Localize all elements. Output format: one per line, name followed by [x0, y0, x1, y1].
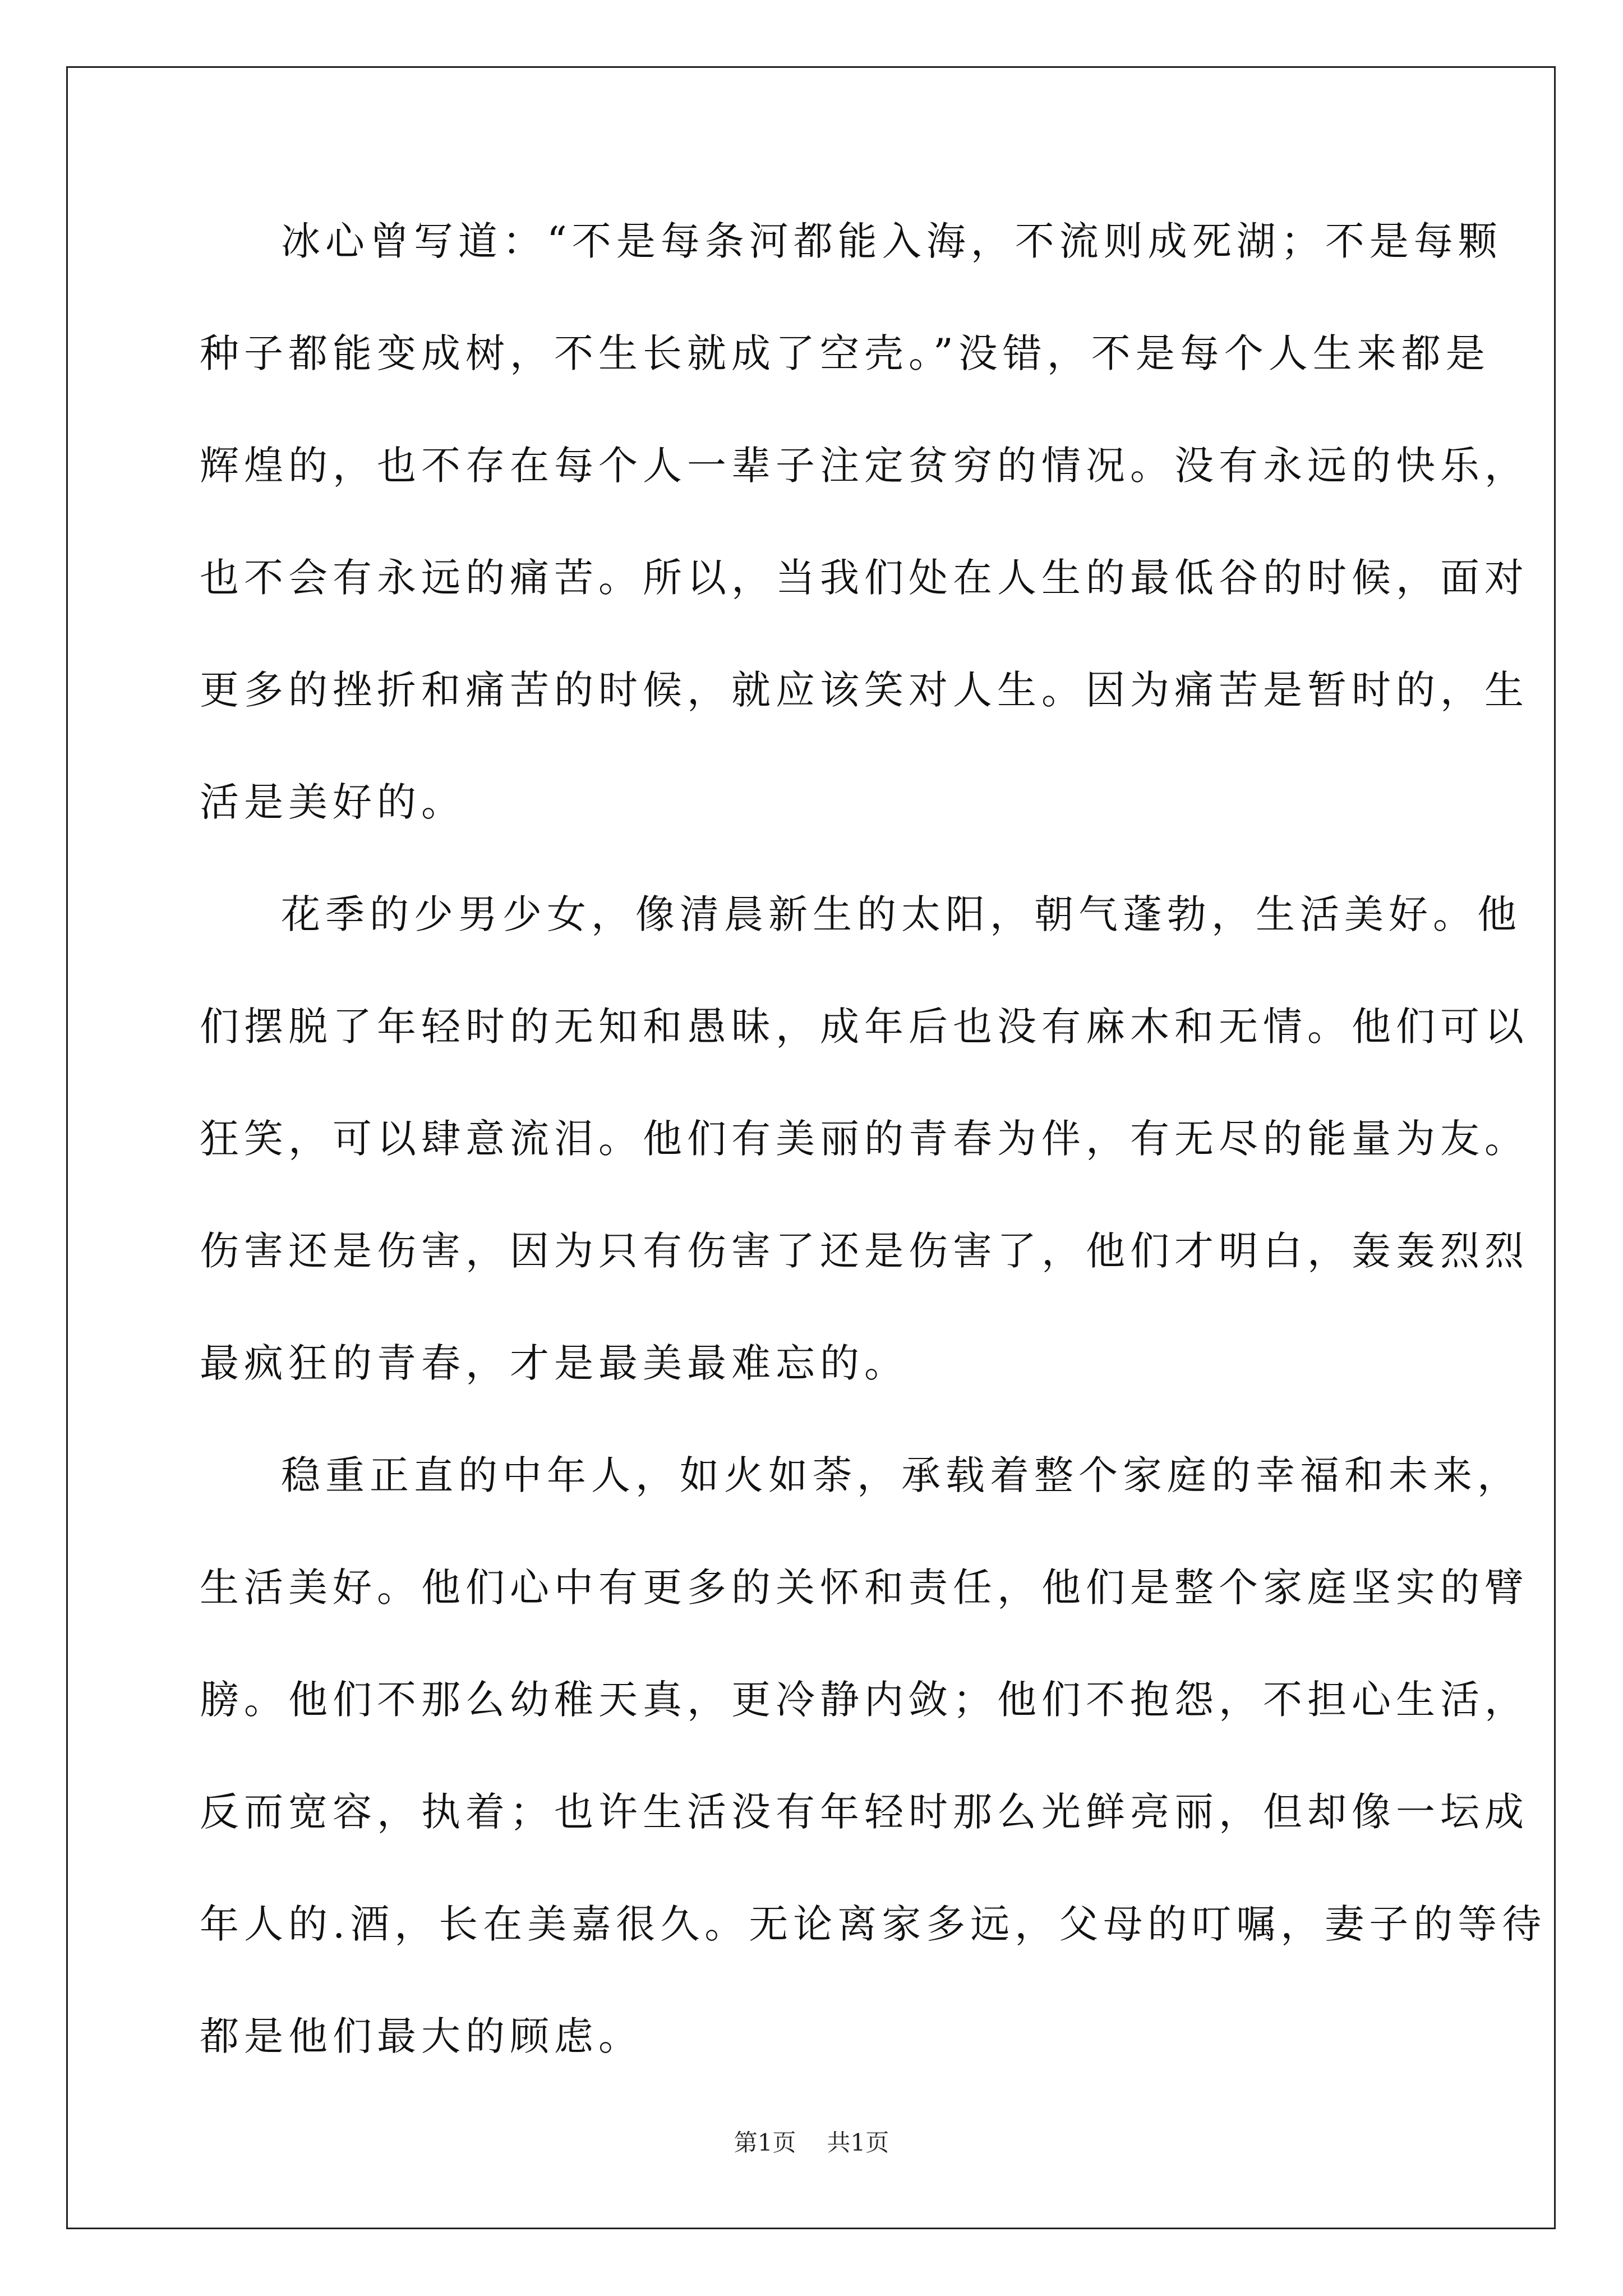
page-number: 第1页: [734, 2129, 796, 2156]
text-line: 冰心曾写道：“不是每条河都能入海，不流则成死湖；不是每颗: [281, 218, 1502, 264]
text-line: 最疯狂的青春，才是最美最难忘的。: [200, 1340, 909, 1386]
text-line: 也不会有永远的痛苦。所以，当我们处在人生的最低谷的时候，面对: [200, 555, 1529, 601]
text-line: 花季的少男少女，像清晨新生的太阳，朝气蓬勃，生活美好。他: [281, 891, 1521, 937]
page-total: 共1页: [827, 2129, 889, 2156]
text-line: 年人的.酒，长在美嘉很久。无论离家多远，父母的叮嘱，妻子的等待: [200, 1901, 1547, 1947]
text-line: 更多的挫折和痛苦的时候，就应该笑对人生。因为痛苦是暂时的，生: [200, 667, 1529, 713]
text-line: 种子都能变成树，不生长就成了空壳。”没错，不是每个人生来都是: [200, 330, 1490, 376]
text-line: 反而宽容，执着；也许生活没有年轻时那么光鲜亮丽，但却像一坛成: [200, 1789, 1529, 1835]
text-line: 狂笑，可以肆意流泪。他们有美丽的青春为伴，有无尽的能量为友。: [200, 1116, 1529, 1162]
text-line: 伤害还是伤害，因为只有伤害了还是伤害了，他们才明白，轰轰烈烈: [200, 1228, 1529, 1274]
paragraph: [200, 202, 1529, 875]
text-line: 辉煌的，也不存在每个人一辈子注定贫穷的情况。没有永远的快乐，: [200, 443, 1529, 489]
text-line: 生活美好。他们心中有更多的关怀和责任，他们是整个家庭坚实的臂: [200, 1565, 1529, 1611]
text-line: 都是他们最大的顾虑。: [200, 2013, 643, 2059]
text-line: 活是美好的。: [200, 779, 465, 825]
paragraph: [200, 875, 1529, 1436]
text-line: 们摆脱了年轻时的无知和愚昧，成年后也没有麻木和无情。他们可以: [200, 1004, 1529, 1050]
page-footer: [0, 2126, 1623, 2160]
document-body: [200, 202, 1547, 2109]
paragraph: [200, 1436, 1547, 2109]
text-line: 膀。他们不那么幼稚天真，更冷静内敛；他们不抱怨，不担心生活，: [200, 1677, 1529, 1723]
text-line: 稳重正直的中年人，如火如荼，承载着整个家庭的幸福和未来，: [281, 1452, 1521, 1498]
